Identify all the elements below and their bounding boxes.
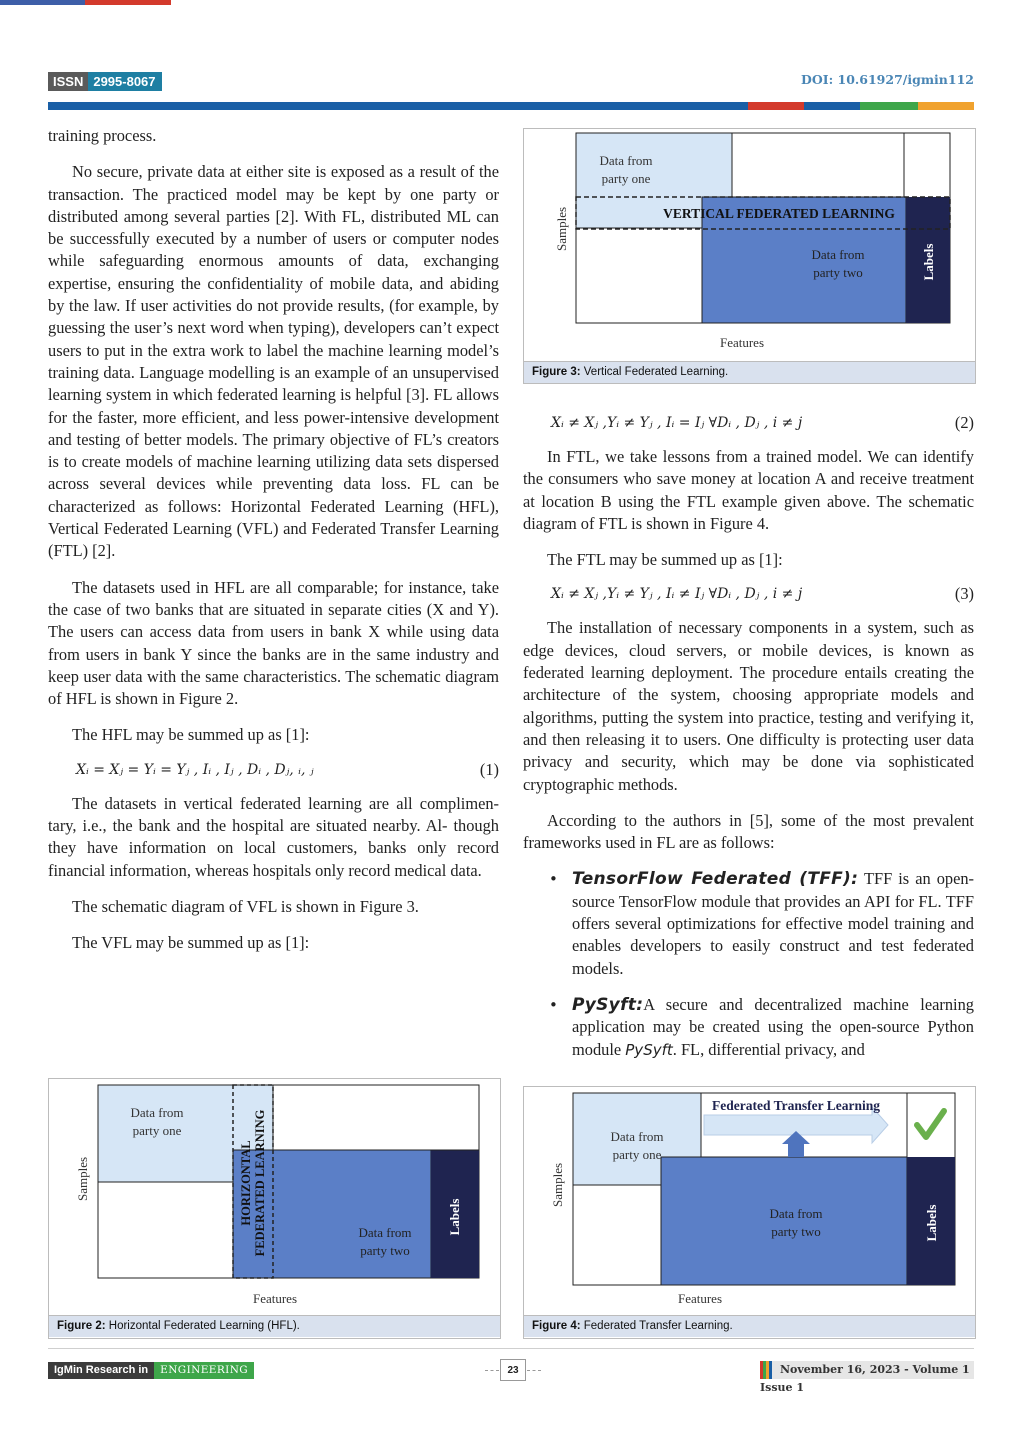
svg-text:party one: party one (612, 1147, 662, 1162)
party-two-label: Data from (358, 1225, 412, 1240)
doi-link[interactable]: DOI: 10.61927/igmin112 (801, 72, 974, 87)
page-number-rule-right (527, 1370, 541, 1371)
features-axis-label: Features (719, 335, 765, 350)
issue-date (760, 1361, 974, 1394)
issn-badge (48, 72, 162, 91)
paragraph: The VFL may be summed up as [1]: (72, 933, 310, 953)
left-column (48, 125, 499, 955)
equation-3 (523, 583, 974, 605)
labels-text: Labels (924, 1204, 939, 1242)
equation-number: (1) (479, 759, 499, 779)
svg-text:party two: party two (813, 265, 863, 280)
equation-text: Xᵢ ≠ Xⱼ ,Yᵢ ≠ Yⱼ , Iᵢ ≠ Iⱼ ∀Dᵢ , Dⱼ , i ≠ j (551, 586, 803, 603)
svg-text:party one: party one (132, 1123, 182, 1138)
figure-2-diagram (49, 1079, 500, 1315)
paragraph: The datasets used in HFL are all comparable; for instance, take the case of two banks that are situated in separate cities (X and Y). The users can access data from users in bank X while using data from users in bank Y since the banks are in the same industry and keep user data with the same characteristics. The schematic diagram of HFL is shown in Figure 2. (48, 577, 499, 709)
journal-badge (48, 1362, 254, 1379)
paragraph: The installation of necessary components in a system, such as edge devices, cloud servers, or mobile devices, is known as federated learning deployment. The procedure entails creating the architecture of the system, choosing appropriate models and algorithms, putting the system into practice, testing and verifying it, and then releasing it to users. One difficulty is protecting user data privacy and security, which may be done via sophisticated cryptographic methods. (523, 618, 974, 794)
party-one-label: Data from (599, 153, 653, 168)
svg-text:party two: party two (771, 1224, 821, 1239)
paragraph: training process. (48, 126, 157, 145)
paragraph: According to the authors in [5], some of the most prevalent frameworks used in FL are as follows: (523, 810, 974, 853)
top-accent-blue (0, 0, 85, 5)
bullet-title: PySyft: (572, 994, 644, 1015)
figure-2 (48, 1078, 501, 1339)
hfl-band-label-1: HORIZONTAL (239, 1140, 253, 1226)
figure-3-caption: Figure 3: Vertical Federated Learning. (524, 361, 975, 383)
paragraph: The schematic diagram of VFL is shown in Figure 3. (72, 896, 419, 916)
party-one-label: Data from (610, 1129, 664, 1144)
paragraph: No secure, private data at either site is exposed as a result of the transaction. The practiced model may be kept by one party or distributed among several parties [2]. With FL, distributed ML can be successfully executed by a number of users or computer nodes while safeguarding enormous amounts of data, exchanging expertise, ensuring the confidentiality of mobile data, and abiding by the law. If user activities do not provide results, (for example, by guessing the user’s next word when typing), developers can’t expect users to put in the extra work to label the machine learning model’s training data. Language modelling is an example of an unsupervised learning system in which federated learning is helpful [3]. FL allows for the faster, more efficient, and less power-intensive development and testing of better models. The primary objective of FL’s creators is to create models of machine learning utilizing data sets dispersed across several devices while preventing data loss. FL can be characterized as follows: Horizontal Federated Learning (HFL), Vertical Federated Learning (VFL) and Federated Transfer Learning (FTL) [2]. (48, 162, 499, 561)
equation-2 (523, 412, 974, 434)
footer-rule (48, 1348, 974, 1349)
party-two-label: Data from (769, 1206, 823, 1221)
labels-text: Labels (921, 243, 936, 281)
figure-4-diagram (524, 1087, 975, 1315)
list-item: • PySyft:A secure and decentralized machine learning application may be created using the open-source Python module PySyft. FL, differential privacy, and (549, 994, 974, 1059)
journal-name: IgMin Research in (48, 1362, 154, 1379)
figure-3 (523, 128, 976, 384)
features-axis-label: Features (677, 1291, 723, 1306)
figure-4-caption: Figure 4: Federated Transfer Learning. (524, 1315, 975, 1337)
labels-text: Labels (447, 1198, 462, 1236)
paragraph: The HFL may be summed up as [1]: (72, 725, 310, 745)
header-rule (48, 102, 974, 110)
samples-axis-label: Samples (550, 1162, 565, 1208)
page-number: 23 (500, 1359, 526, 1381)
list-item: • TensorFlow Federated (TFF): TFF is an open-source TensorFlow module that provides an API for FL. TFF offers several optimizations for effective model training and enables developers to easily construct and test federated models. (549, 869, 975, 978)
journal-section: ENGINEERING (154, 1362, 254, 1379)
figure-4 (523, 1086, 976, 1339)
paragraph: The FTL may be summed up as [1]: (547, 550, 783, 570)
svg-text:party one: party one (601, 171, 651, 186)
vfl-band-label: VERTICAL FEDERATED LEARNING (663, 206, 895, 221)
bullet-title: TensorFlow Federated (TFF): (572, 869, 859, 890)
samples-axis-label: Samples (75, 1156, 90, 1202)
samples-axis-label: Samples (554, 206, 569, 252)
paragraph: The datasets in vertical federated learning are all complimen- tary, i.e., the bank and the hospital are situated nearby. Al- though they have information on local customers, banks only record financial information, whereas hospitals only record medical data. (48, 793, 499, 880)
equation-number: (3) (954, 584, 974, 604)
issue-date-text: November 16, 2023 - Volume 1 Issue 1 (760, 1363, 970, 1394)
party-two-label: Data from (811, 247, 865, 262)
equation-text: Xᵢ ≠ Xⱼ ,Yᵢ ≠ Yⱼ , Iᵢ = Iⱼ ∀Dᵢ , Dⱼ , i ≠ j (551, 415, 803, 431)
svg-text:party two: party two (360, 1243, 410, 1258)
figure-2-caption: Figure 2: Horizontal Federated Learning (HFL). (49, 1315, 500, 1337)
issn-label: ISSN (48, 72, 88, 91)
issn-value: 2995-8067 (88, 72, 161, 91)
top-accent-red (85, 0, 171, 5)
paragraph: In FTL, we take lessons from a trained model. We can identify the consumers who save money at location A and receive treatment at location B using the FTL example given above. The schematic diagram of FTL is shown in Figure 4. (523, 447, 974, 533)
party-one-label: Data from (130, 1105, 184, 1120)
equation-text: Xᵢ = Xⱼ = Yᵢ = Yⱼ , Iᵢ , Iⱼ , Dᵢ , Dⱼ, ᵢ, ⱼ (76, 761, 314, 778)
equation-number: (2) (954, 413, 974, 432)
equation-1 (48, 759, 499, 781)
ftl-band-label: Federated Transfer Learning (712, 1098, 880, 1113)
figure-3-diagram (524, 129, 975, 361)
page-number-rule-left (485, 1370, 499, 1371)
hfl-band-label-2: FEDERATED LEARNING (253, 1109, 267, 1257)
features-axis-label: Features (252, 1291, 298, 1306)
right-column (523, 412, 974, 1061)
